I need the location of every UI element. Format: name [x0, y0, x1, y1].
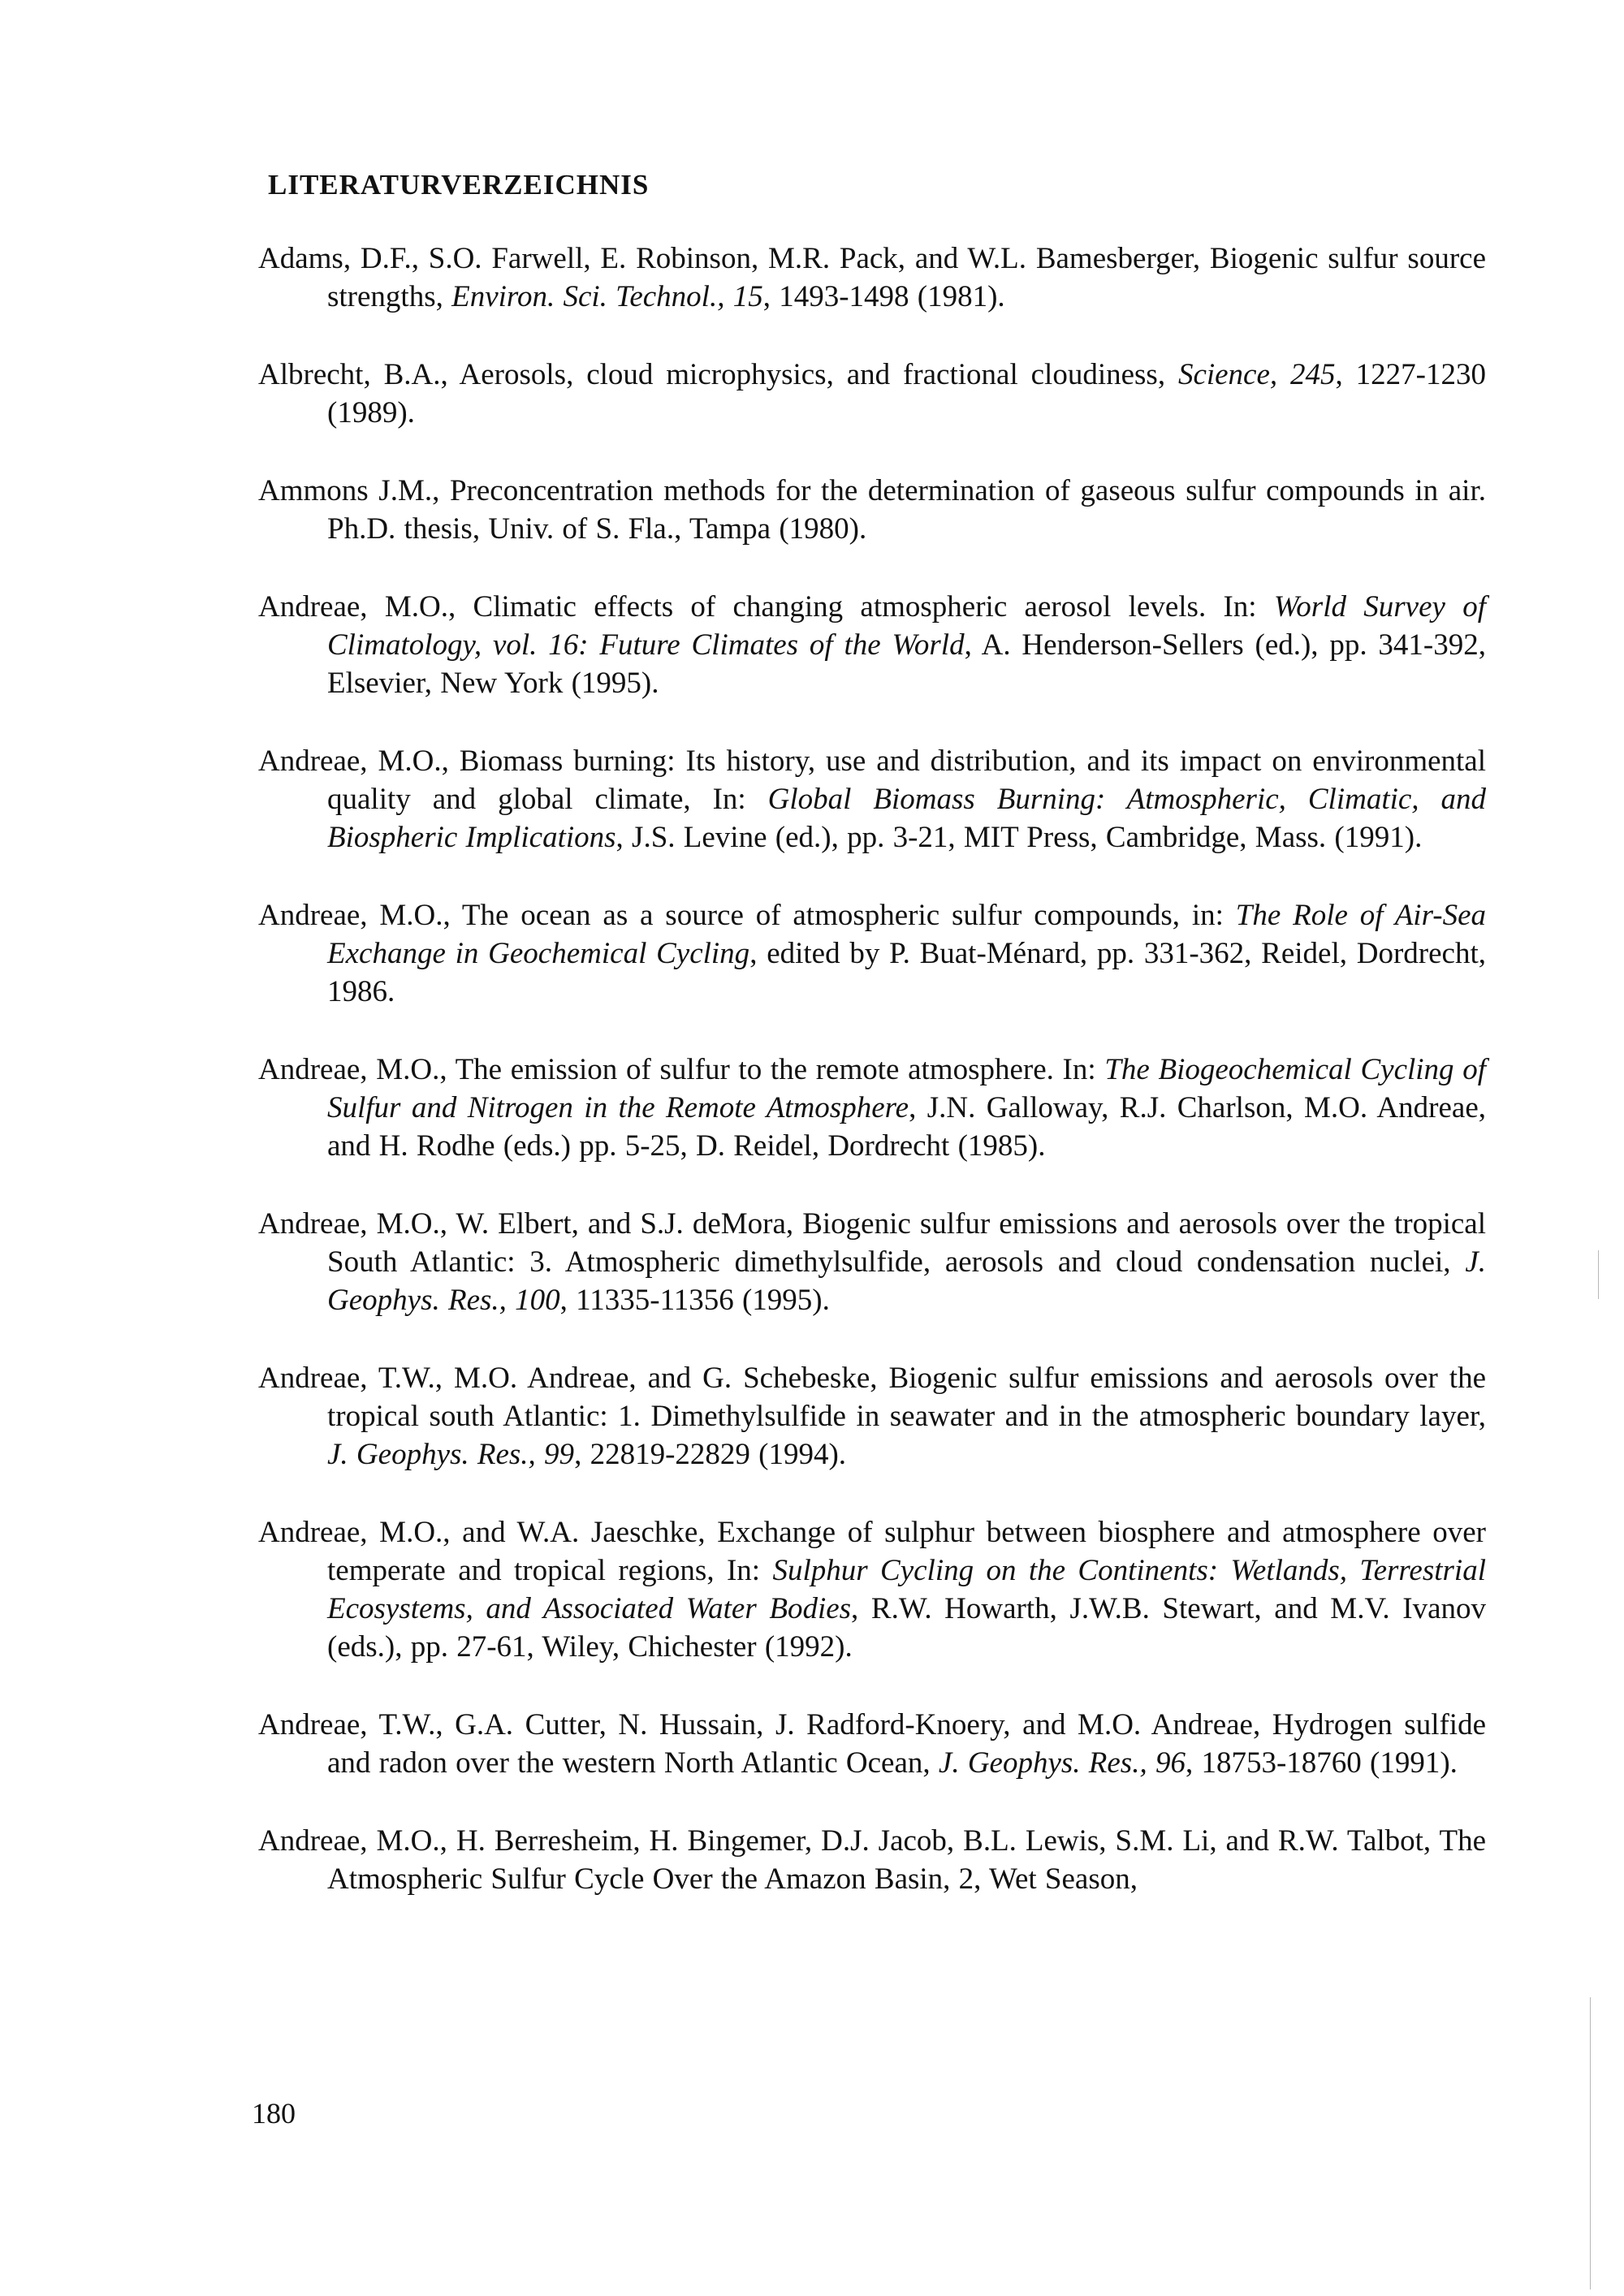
reference-text-end: , 1227-1230 (1989). — [327, 358, 1486, 429]
reference-italic: Global Biomass Burning: Atmospheric, Climatic, and Biospheric Implications — [327, 783, 1487, 854]
reference-entry — [258, 1822, 1486, 1898]
reference-text-end: , 11335-11356 (1995). — [559, 1284, 830, 1317]
reference-text: Albrecht, B.A., Aerosols, cloud microphysics, and fractional cloudiness, — [258, 358, 1178, 391]
reference-text-end: , A. Henderson-Sellers (ed.), pp. 341-392, Elsevier, New York (1995). — [327, 628, 1487, 700]
reference-entry — [258, 240, 1486, 316]
reference-text: Andreae, T.W., G.A. Cutter, N. Hussain, J. Radford-Knoery, and M.O. Andreae, Hydrogen sulfide and radon over the western North Atlantic Ocean, — [258, 1708, 1486, 1780]
reference-text: Andreae, M.O., W. Elbert, and S.J. deMora, Biogenic sulfur emissions and aerosols over the tropical South Atlantic: 3. Atmospheric dimethylsulfide, aerosols and cloud condensation nuclei, — [258, 1207, 1486, 1279]
reference-entry — [258, 588, 1486, 702]
reference-italic: The Role of Air-Sea Exchange in Geochemical Cycling — [327, 899, 1486, 970]
reference-entry — [258, 1205, 1486, 1319]
reference-italic: Environ. Sci. Technol., 15 — [451, 280, 763, 313]
reference-italic: Science, 245 — [1177, 358, 1336, 391]
reference-entry — [258, 1359, 1486, 1474]
reference-text-end: , J.S. Levine (ed.), pp. 3-21, MIT Press, Cambridge, Mass. (1991). — [615, 821, 1423, 854]
reference-entry — [258, 472, 1486, 548]
reference-list — [258, 240, 1486, 1938]
reference-text: Andreae, T.W., M.O. Andreae, and G. Schebeske, Biogenic sulfur emissions and aerosols over the tropical south Atlantic: 1. Dimethylsulfide in seawater and in the atmospheric boundary layer, — [258, 1362, 1486, 1433]
reference-text: Ammons J.M., Preconcentration methods for the determination of gaseous sulfur compounds in air. Ph.D. thesis, Univ. of S. Fla., Tampa (1980). — [258, 474, 1486, 546]
reference-text: Adams, D.F., S.O. Farwell, E. Robinson, M.R. Pack, and W.L. Bamesberger, Biogenic sulfur source strengths, — [258, 242, 1486, 313]
reference-italic: J. Geophys. Res., 99 — [327, 1438, 575, 1471]
scan-artifact — [1598, 1250, 1599, 1299]
reference-entry — [258, 1051, 1486, 1165]
reference-entry — [258, 1706, 1486, 1782]
reference-italic: World Survey of Climatology, vol. 16: Future Climates of the World — [327, 590, 1486, 662]
reference-entry — [258, 1513, 1486, 1666]
reference-text: Andreae, M.O., H. Berresheim, H. Bingemer, D.J. Jacob, B.L. Lewis, S.M. Li, and R.W. Talbot, The Atmospheric Sulfur Cycle Over the Amazon Basin, 2, Wet Season, — [258, 1824, 1486, 1896]
reference-entry — [258, 742, 1486, 857]
reference-text-end: , J.N. Galloway, R.J. Charlson, M.O. Andreae, and H. Rodhe (eds.) pp. 5-25, D. Reidel, Dordrecht (1985). — [327, 1091, 1486, 1163]
reference-text-end: , 1493-1498 (1981). — [762, 280, 1005, 313]
reference-text: Andreae, M.O., Climatic effects of changing atmospheric aerosol levels. In: — [258, 590, 1274, 624]
reference-entry — [258, 896, 1486, 1011]
reference-italic: J. Geophys. Res., 100 — [327, 1245, 1486, 1317]
reference-italic: J. Geophys. Res., 96 — [938, 1746, 1186, 1780]
reference-text-end: , 18753-18760 (1991). — [1185, 1746, 1458, 1780]
reference-text: Andreae, M.O., Biomass burning: Its history, use and distribution, and its impact on environmental quality and global climate, In: — [258, 744, 1486, 816]
reference-text: Andreae, M.O., The emission of sulfur to the remote atmosphere. In: — [258, 1053, 1105, 1086]
page-heading: LITERATURVERZEICHNIS — [268, 169, 650, 201]
reference-text-end: , 22819-22829 (1994). — [574, 1438, 847, 1471]
reference-text: Andreae, M.O., The ocean as a source of atmospheric sulfur compounds, in: — [258, 899, 1236, 932]
scan-artifact — [1590, 1997, 1591, 2290]
reference-italic: Sulphur Cycling on the Continents: Wetlands, Terrestrial Ecosystems, and Associated Water Bodies — [327, 1554, 1486, 1625]
reference-italic: The Biogeochemical Cycling of Sulfur and Nitrogen in the Remote Atmosphere — [327, 1053, 1486, 1124]
reference-text-end: , edited by P. Buat-Ménard, pp. 331-362, Reidel, Dordrecht, 1986. — [327, 937, 1486, 1008]
reference-text-end: , R.W. Howarth, J.W.B. Stewart, and M.V. Ivanov (eds.), pp. 27-61, Wiley, Chichester (1992). — [327, 1592, 1486, 1664]
reference-text: Andreae, M.O., and W.A. Jaeschke, Exchange of sulphur between biosphere and atmosphere over temperate and tropical regions, In: — [258, 1516, 1486, 1587]
reference-entry — [258, 356, 1486, 432]
page-number: 180 — [252, 2097, 296, 2130]
